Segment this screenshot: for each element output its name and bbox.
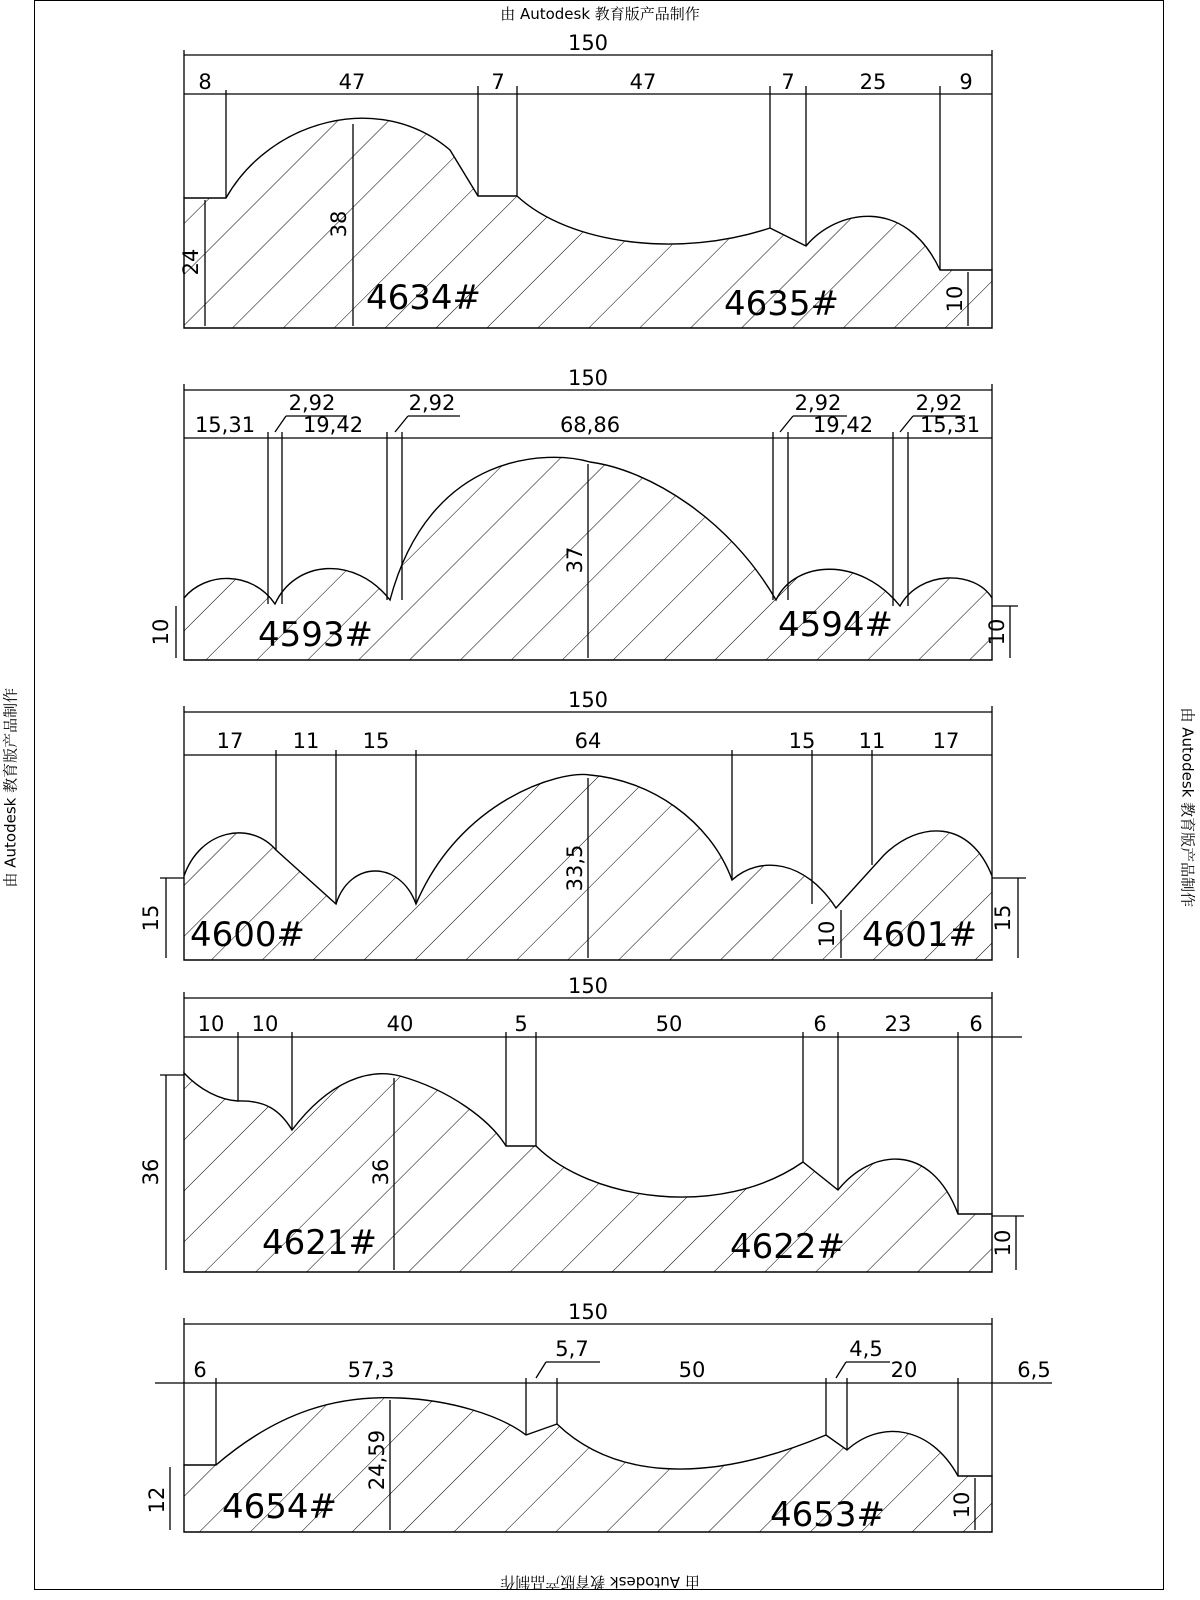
dim-total: 150: [567, 366, 609, 390]
profile-code: 4634#: [366, 278, 482, 318]
dim-seg: 15,31: [194, 413, 256, 437]
dim-seg: 25: [859, 70, 887, 94]
profile-code: 4635#: [724, 284, 840, 324]
dim-height: 38: [327, 210, 351, 238]
dim-seg: 50: [655, 1012, 683, 1036]
dim-height: 24,59: [365, 1429, 389, 1491]
dim-seg: 10: [251, 1012, 279, 1036]
dim-seg: 6: [969, 1012, 983, 1036]
watermark-left: 由 Autodesk 教育版产品制作: [1, 687, 20, 888]
dim-seg: 9: [959, 70, 973, 94]
dim-seg: 7: [781, 70, 795, 94]
dim-seg: 15,31: [919, 413, 981, 437]
dim-seg: 4,5: [849, 1337, 883, 1361]
dim-total: 150: [567, 1300, 609, 1324]
dim-height: 37: [563, 546, 587, 574]
dim-seg: 11: [858, 729, 886, 753]
dim-seg: 47: [338, 70, 366, 94]
watermark-top: 由 Autodesk 教育版产品制作: [500, 5, 700, 23]
dim-height: 36: [139, 1158, 163, 1186]
dim-height: 36: [369, 1158, 393, 1186]
dim-seg: 11: [292, 729, 320, 753]
dim-seg: 68,86: [559, 413, 621, 437]
dim-total: 150: [567, 31, 609, 55]
dim-seg: 40: [386, 1012, 414, 1036]
dim-height: 10: [149, 618, 173, 646]
dim-height: 15: [991, 904, 1015, 932]
watermark-right: 由 Autodesk 教育版产品制作: [1178, 707, 1197, 908]
dim-seg: 19,42: [812, 413, 874, 437]
profile-code: 4600#: [190, 915, 306, 955]
dim-seg: 17: [932, 729, 960, 753]
dim-seg: 5,7: [555, 1337, 589, 1361]
dim-height: 10: [985, 618, 1009, 646]
dim-seg: 6: [193, 1358, 207, 1382]
dim-seg: 15: [788, 729, 816, 753]
dim-seg: 6,5: [1017, 1358, 1051, 1382]
dim-seg: 10: [197, 1012, 225, 1036]
profile-4654-4653: [145, 1300, 1052, 1535]
profile-code: 4601#: [862, 915, 978, 955]
dim-height: 33,5: [563, 844, 587, 892]
dim-seg: 6: [813, 1012, 827, 1036]
dim-seg: 2,92: [915, 391, 963, 415]
dim-seg: 19,42: [302, 413, 364, 437]
dim-height: 10: [815, 920, 839, 948]
dim-seg: 2,92: [794, 391, 842, 415]
profile-code: 4653#: [770, 1495, 886, 1535]
dim-height: 24: [179, 248, 203, 276]
dim-seg: 50: [678, 1358, 706, 1382]
profile-code: 4621#: [262, 1223, 378, 1263]
dim-seg: 8: [198, 70, 212, 94]
profile-4634-4635: [179, 31, 992, 328]
dim-height: 10: [991, 1229, 1015, 1257]
dim-total: 150: [567, 688, 609, 712]
dim-height: 10: [950, 1491, 974, 1519]
dim-seg: 15: [362, 729, 390, 753]
dim-seg: 5: [514, 1012, 528, 1036]
dim-height: 15: [139, 904, 163, 932]
dim-seg: 2,92: [288, 391, 336, 415]
dim-seg: 17: [216, 729, 244, 753]
watermark-bottom: 由 Autodesk 教育版产品制作: [500, 1573, 700, 1591]
dim-seg: 57,3: [347, 1358, 395, 1382]
dim-seg: 7: [491, 70, 505, 94]
profile-4593-4594: [149, 366, 1018, 660]
profile-code: 4594#: [778, 605, 894, 645]
profile-4600-4601: [139, 688, 1026, 960]
dim-height: 12: [145, 1486, 169, 1514]
profile-outline: [184, 118, 992, 328]
dim-seg: 64: [574, 729, 602, 753]
dim-total: 150: [567, 974, 609, 998]
profile-code: 4622#: [730, 1227, 846, 1267]
dim-seg: 23: [884, 1012, 912, 1036]
profile-code: 4593#: [258, 615, 374, 655]
dim-seg: 47: [629, 70, 657, 94]
dim-seg: 20: [890, 1358, 918, 1382]
profile-4621-4622: [139, 974, 1024, 1272]
profile-code: 4654#: [222, 1487, 338, 1527]
dim-height: 10: [943, 285, 967, 313]
dim-seg: 2,92: [408, 391, 456, 415]
